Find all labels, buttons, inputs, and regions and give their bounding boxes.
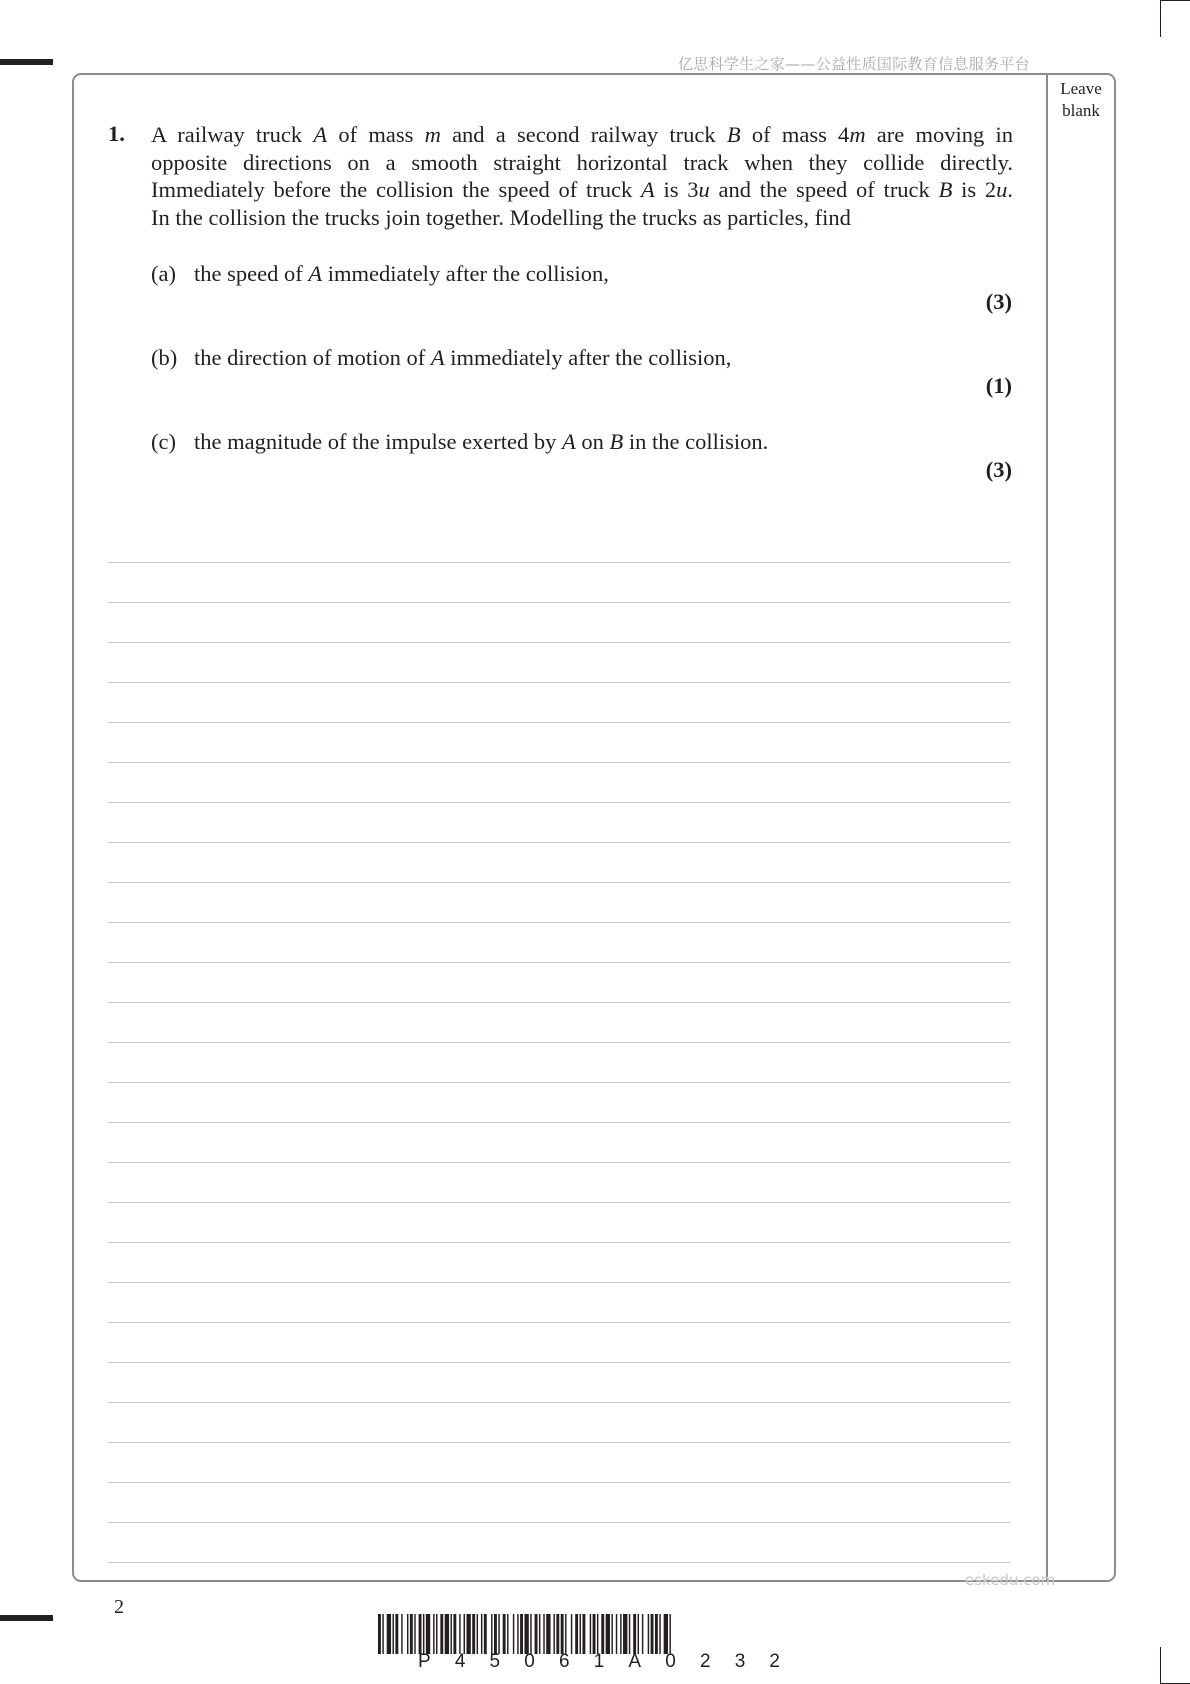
barcode-bar <box>575 1614 578 1654</box>
barcode-bar <box>410 1614 413 1654</box>
leave-blank-word-1: Leave <box>1060 79 1102 98</box>
variable-B: B <box>726 122 741 147</box>
answer-line[interactable] <box>108 923 1010 963</box>
answer-line[interactable] <box>108 1323 1010 1363</box>
barcode-text <box>418 1651 780 1673</box>
barcode-bar <box>407 1614 408 1654</box>
barcode-bar <box>498 1614 499 1654</box>
question-part-a <box>151 261 609 287</box>
barcode-bar <box>648 1614 649 1654</box>
barcode-bar <box>580 1614 581 1654</box>
barcode-bar <box>669 1614 670 1654</box>
answer-line[interactable] <box>108 763 1010 803</box>
answer-line[interactable] <box>108 1203 1010 1243</box>
barcode-bar <box>464 1614 465 1654</box>
leave-blank-divider <box>1046 75 1048 1581</box>
barcode-bar <box>445 1614 449 1654</box>
question-stem-line-2: opposite directions on a smooth straight horizontal track when they collide directly. <box>151 149 1013 175</box>
question-number: 1. <box>108 121 125 146</box>
registration-line-bottom-right-v <box>1160 1647 1161 1684</box>
answer-line[interactable] <box>108 603 1010 643</box>
question-part-b <box>151 345 731 371</box>
crop-mark-bottom-left <box>0 1615 53 1621</box>
variable-u: u <box>698 177 710 202</box>
barcode-bar <box>642 1614 643 1654</box>
barcode-bar <box>597 1614 598 1654</box>
barcode-bar <box>453 1614 456 1654</box>
barcode-bar <box>387 1614 391 1654</box>
barcode-bar <box>633 1614 636 1654</box>
barcode-char: 2 <box>769 1651 780 1672</box>
barcode-bar <box>638 1614 639 1654</box>
barcode-char: 2 <box>699 1651 711 1672</box>
barcode-char: 0 <box>524 1651 535 1672</box>
barcode-bar <box>517 1614 518 1654</box>
barcode-bar <box>382 1614 383 1654</box>
answer-line[interactable] <box>108 683 1010 723</box>
variable-A: A <box>640 177 655 202</box>
answer-line[interactable] <box>108 1043 1010 1083</box>
part-text-b: the direction of motion of A immediately after the collision, <box>194 345 732 370</box>
barcode-bar <box>419 1614 422 1654</box>
variable-m: m <box>424 122 441 147</box>
barcode-bar <box>582 1614 585 1654</box>
barcode-char: 1 <box>593 1651 605 1672</box>
answer-line[interactable] <box>108 1003 1010 1043</box>
barcode-bar <box>472 1614 475 1654</box>
barcode-bar <box>378 1614 381 1654</box>
variable-u: u <box>996 177 1008 202</box>
barcode-bar <box>535 1614 538 1654</box>
barcode-bar <box>556 1614 559 1654</box>
barcode-bar <box>481 1614 482 1654</box>
barcode-bar <box>655 1614 658 1654</box>
answer-line[interactable] <box>108 883 1010 923</box>
barcode-bar <box>530 1614 531 1654</box>
header-watermark: 亿思科学生之家——公益性质国际教育信息服务平台 <box>678 55 1030 73</box>
barcode-char: 5 <box>489 1651 501 1672</box>
barcode-bar <box>466 1614 470 1654</box>
leave-blank-label <box>1048 78 1114 122</box>
question-part-c <box>151 429 768 455</box>
barcode-char: P <box>418 1651 431 1672</box>
barcode-bar <box>561 1614 564 1654</box>
barcode-bar <box>451 1614 452 1654</box>
barcode-bar <box>553 1614 554 1654</box>
barcode-bar <box>539 1614 540 1654</box>
marks-part-a: (3) <box>985 289 1012 314</box>
answer-line[interactable] <box>108 563 1010 603</box>
barcode-bar <box>601 1614 604 1654</box>
answer-line[interactable] <box>108 963 1010 1003</box>
barcode-bar <box>393 1614 394 1654</box>
variable-B: B <box>609 429 624 454</box>
part-text-c: the magnitude of the impulse exerted by A on B in the collision. <box>194 429 769 454</box>
answer-line[interactable] <box>108 1363 1010 1403</box>
barcode-char: 6 <box>558 1651 570 1672</box>
footer-watermark: eskedu.com <box>965 1571 1056 1589</box>
registration-line-top-right-v <box>1160 0 1161 37</box>
variable-A: A <box>313 122 328 147</box>
variable-A: A <box>430 345 445 370</box>
barcode-bar <box>565 1614 566 1654</box>
answer-line[interactable] <box>108 1123 1010 1163</box>
barcode-bar <box>571 1614 572 1654</box>
barcode-bar <box>520 1614 523 1654</box>
part-label-c: (c) <box>151 429 176 454</box>
barcode-bar <box>611 1614 612 1654</box>
barcode-bar <box>477 1614 478 1654</box>
barcode-bar <box>433 1614 434 1654</box>
registration-line-top-right-h <box>1160 0 1190 1</box>
barcode-bar <box>494 1614 497 1654</box>
marks-part-b: (1) <box>985 373 1012 398</box>
barcode-bar <box>395 1614 398 1654</box>
question-stem-line-1: A railway truck A of mass m and a second railway truck B of mass 4m are moving in <box>151 122 1013 147</box>
barcode-bar <box>629 1614 630 1654</box>
question-stem-line-3: Immediately before the collision the speed of truck A is 3u and the speed of truck B is 2u. <box>151 177 1013 202</box>
part-label-b: (b) <box>151 345 178 370</box>
barcode-bar <box>543 1614 544 1654</box>
barcode-bar <box>436 1614 437 1654</box>
answer-line[interactable] <box>108 1523 1010 1563</box>
barcode-bar <box>623 1614 627 1654</box>
answer-line[interactable] <box>108 723 1010 763</box>
answer-line[interactable] <box>108 803 1010 843</box>
barcode-char: 4 <box>454 1651 466 1672</box>
marks-part-c: (3) <box>985 457 1012 482</box>
barcode-char: A <box>628 1651 642 1672</box>
barcode-bar <box>616 1614 617 1654</box>
part-label-a: (a) <box>151 261 176 286</box>
barcode-bar <box>546 1614 550 1654</box>
barcode-bar <box>659 1614 660 1654</box>
barcode-bar <box>503 1614 506 1654</box>
barcode-image <box>378 1614 808 1654</box>
question-stem <box>151 121 1013 231</box>
answer-line[interactable] <box>108 1083 1010 1123</box>
answer-line[interactable] <box>108 1403 1010 1443</box>
barcode-bar <box>440 1614 443 1654</box>
variable-A: A <box>308 261 323 286</box>
leave-blank-word-2: blank <box>1062 101 1100 120</box>
answer-line[interactable] <box>108 1483 1010 1523</box>
crop-mark-top-left <box>0 59 53 65</box>
barcode-bar <box>423 1614 424 1654</box>
barcode-bar <box>593 1614 596 1654</box>
barcode-bar <box>414 1614 415 1654</box>
barcode-bar <box>459 1614 460 1654</box>
variable-A: A <box>562 429 576 454</box>
answer-line[interactable] <box>108 1283 1010 1323</box>
answer-line[interactable] <box>108 843 1010 883</box>
barcode-bar <box>524 1614 528 1654</box>
barcode-char: 3 <box>734 1651 746 1672</box>
barcode-bar <box>507 1614 508 1654</box>
answer-lines[interactable] <box>108 523 1010 1563</box>
barcode-bar <box>651 1614 654 1654</box>
barcode-char: 0 <box>665 1651 676 1672</box>
barcode-bar <box>513 1614 514 1654</box>
barcode-bar <box>606 1614 610 1654</box>
barcode-bar <box>620 1614 621 1654</box>
part-text-a: the speed of A immediately after the collision, <box>194 261 609 286</box>
barcode-bar <box>401 1614 402 1654</box>
barcode-bar <box>426 1614 430 1654</box>
answer-line[interactable] <box>108 1443 1010 1483</box>
variable-m: m <box>849 122 866 147</box>
variable-B: B <box>938 177 953 202</box>
page-number: 2 <box>114 1596 124 1618</box>
answer-line[interactable] <box>108 643 1010 683</box>
barcode-bar <box>484 1614 487 1654</box>
answer-line[interactable] <box>108 523 1010 563</box>
answer-line[interactable] <box>108 1163 1010 1203</box>
barcode-bar <box>664 1614 668 1654</box>
barcode-bar <box>491 1614 492 1654</box>
answer-line[interactable] <box>108 1243 1010 1283</box>
barcode-bar <box>590 1614 591 1654</box>
question-stem-line-4: In the collision the trucks join together. Modelling the trucks as particles, find <box>151 204 851 230</box>
